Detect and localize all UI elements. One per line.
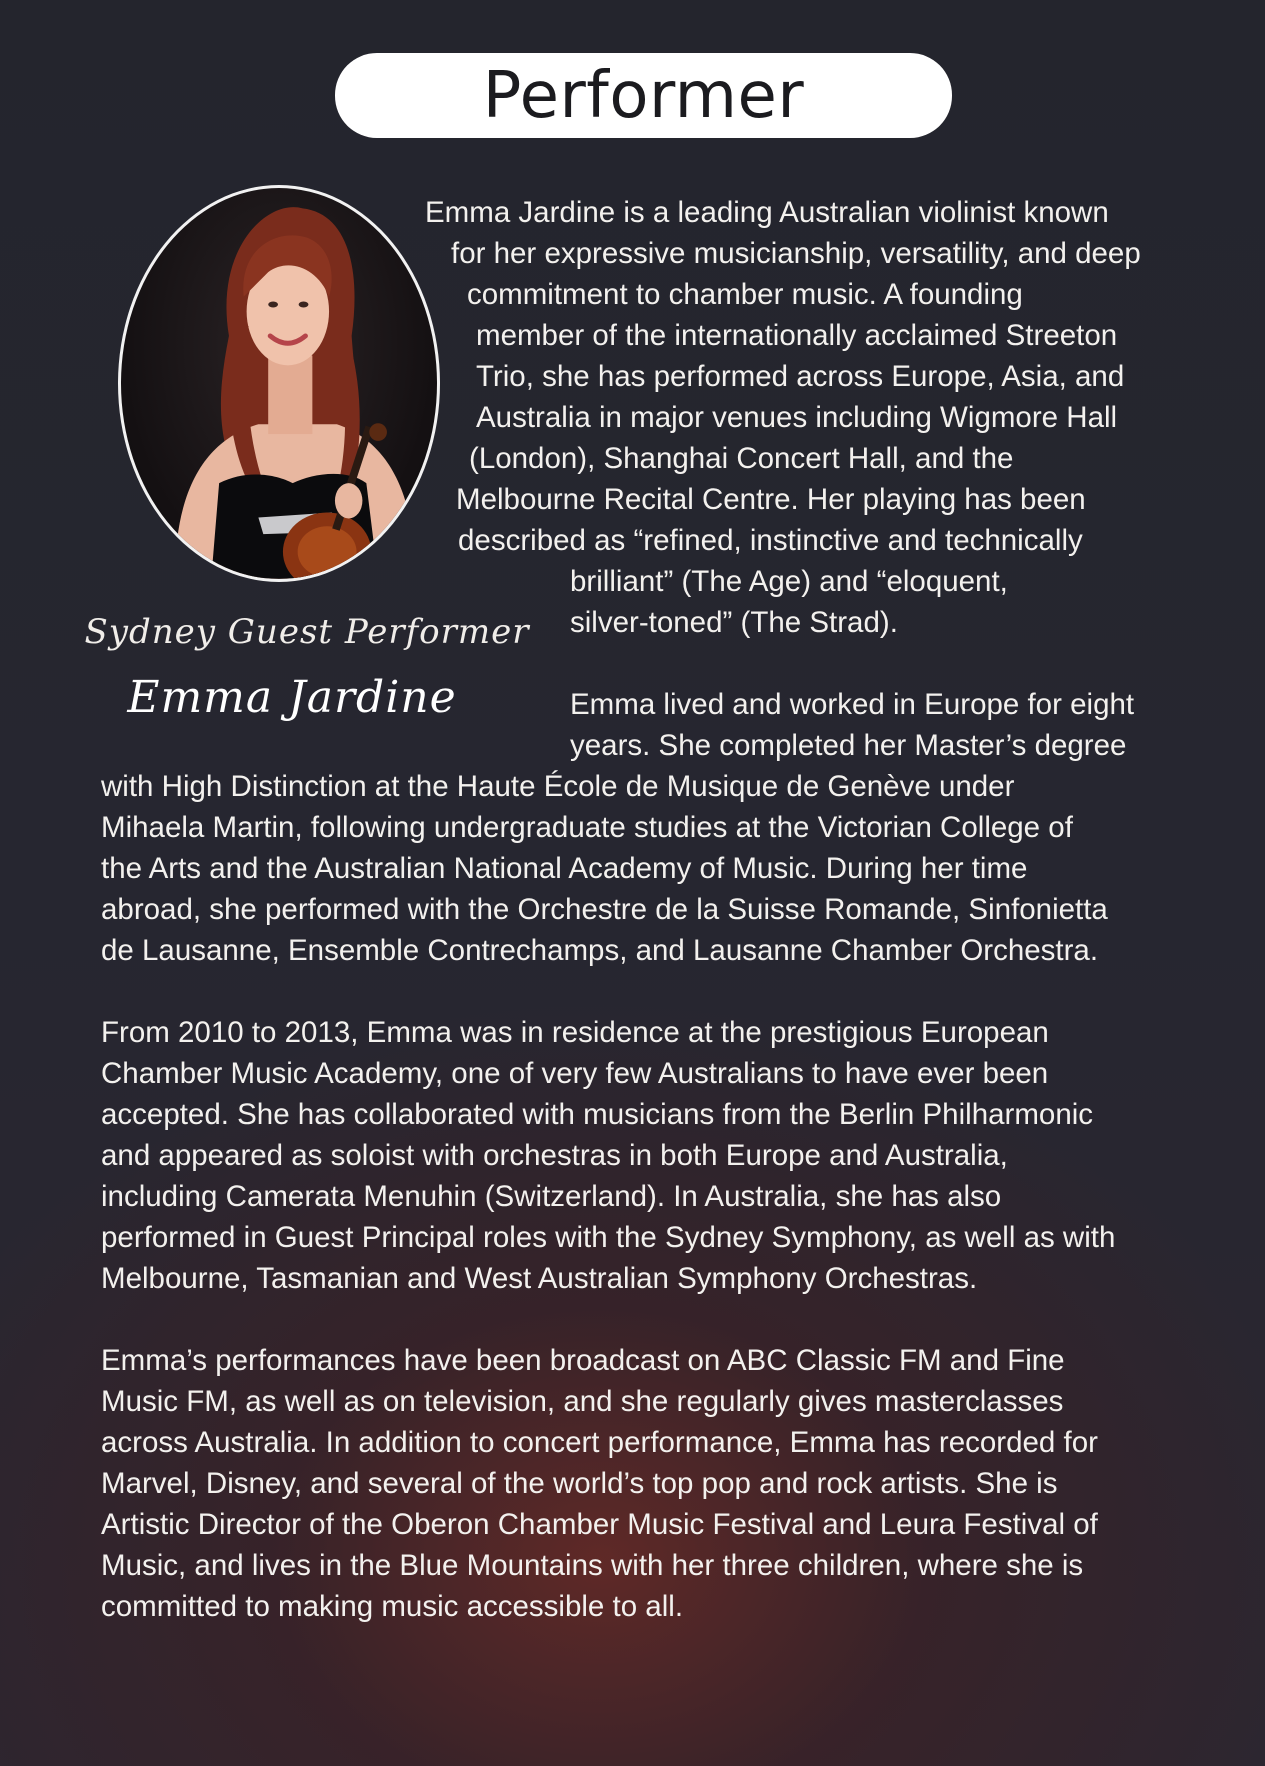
bio-line: Emma lived and worked in Europe for eight bbox=[570, 688, 1135, 721]
bio-line: and appeared as soloist with orchestras in both Europe and Australia, bbox=[101, 1139, 1008, 1172]
bio-line: accepted. She has collaborated with musicians from the Berlin Philharmonic bbox=[101, 1098, 1094, 1131]
bio-line: described as “refined, instinctive and technically bbox=[458, 524, 1083, 557]
bio-line: including Camerata Menuhin (Switzerland). In Australia, she has also bbox=[101, 1180, 1002, 1213]
bio-line: across Australia. In addition to concert performance, Emma has recorded for bbox=[101, 1426, 1098, 1459]
bio-line: Mihaela Martin, following undergraduate studies at the Victorian College of bbox=[101, 811, 1073, 844]
bio-line: commitment to chamber music. A founding bbox=[467, 278, 1023, 311]
bio-line: with High Distinction at the Haute École de Musique de Genève under bbox=[101, 770, 1015, 803]
bio-line: silver-toned” (The Strad). bbox=[570, 606, 898, 639]
performer-photo bbox=[118, 185, 440, 582]
bio-line: Emma’s performances have been broadcast on ABC Classic FM and Fine bbox=[101, 1344, 1065, 1377]
bio-line: Melbourne Recital Centre. Her playing has been bbox=[456, 483, 1086, 516]
bio-line: Music FM, as well as on television, and she regularly gives masterclasses bbox=[101, 1385, 1064, 1418]
bio-line: for her expressive musicianship, versatility, and deep bbox=[451, 237, 1141, 270]
bio-line: committed to making music accessible to all. bbox=[101, 1590, 684, 1623]
bio-line: From 2010 to 2013, Emma was in residence at the prestigious European bbox=[101, 1016, 1049, 1049]
bio-line: (London), Shanghai Concert Hall, and the bbox=[469, 442, 1014, 475]
performer-role-caption: Sydney Guest Performer bbox=[84, 612, 530, 652]
title-banner bbox=[335, 53, 952, 138]
bio-line: brilliant” (The Age) and “eloquent, bbox=[570, 565, 1008, 598]
bio-line: member of the internationally acclaimed Streeton bbox=[476, 319, 1118, 352]
bio-line: performed in Guest Principal roles with the Sydney Symphony, as well as with bbox=[101, 1221, 1116, 1254]
bio-line: Chamber Music Academy, one of very few Australians to have ever been bbox=[101, 1057, 1049, 1090]
bio-line: abroad, she performed with the Orchestre de la Suisse Romande, Sinfonietta bbox=[101, 893, 1108, 926]
page-title: Performer bbox=[482, 58, 805, 133]
bio-line: Trio, she has performed across Europe, Asia, and bbox=[476, 360, 1125, 393]
bio-line: the Arts and the Australian National Academy of Music. During her time bbox=[101, 852, 1028, 885]
bio-line: Artistic Director of the Oberon Chamber Music Festival and Leura Festival of bbox=[101, 1508, 1098, 1541]
bio-line: Emma Jardine is a leading Australian violinist known bbox=[425, 196, 1109, 229]
performer-name-caption: Emma Jardine bbox=[127, 672, 457, 723]
bio-line: Music, and lives in the Blue Mountains with her three children, where she is bbox=[101, 1549, 1084, 1582]
bio-line: years. She completed her Master’s degree bbox=[570, 729, 1127, 762]
violinist-portrait-illustration bbox=[121, 188, 437, 579]
bio-line: Melbourne, Tasmanian and West Australian Symphony Orchestras. bbox=[101, 1262, 978, 1295]
bio-line: Marvel, Disney, and several of the world’s top pop and rock artists. She is bbox=[101, 1467, 1058, 1500]
bio-line: Australia in major venues including Wigmore Hall bbox=[476, 401, 1118, 434]
bio-line: de Lausanne, Ensemble Contrechamps, and Lausanne Chamber Orchestra. bbox=[101, 934, 1099, 967]
